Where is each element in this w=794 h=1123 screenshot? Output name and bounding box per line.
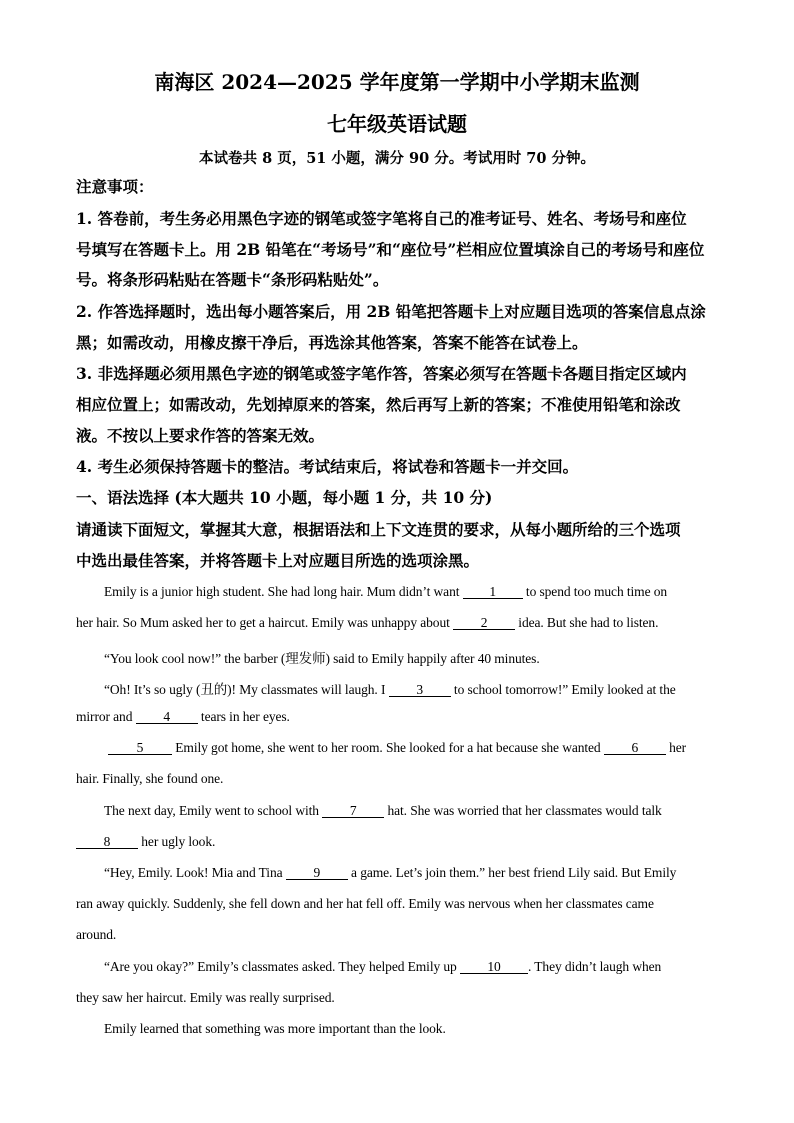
passage-text: mirror and (76, 709, 136, 724)
passage-text: Emily got home, she went to her room. She looked for a hat because she wanted (172, 740, 604, 755)
passage-text: tears in her eyes. (197, 709, 290, 724)
passage-text: a game. Let’s join them.” her best friend Lily said. But Emily (347, 865, 677, 880)
passage-text: “Oh! It’s so ugly (丑的)! My classmates will laugh. I (104, 682, 389, 697)
passage-line (104, 959, 754, 975)
notice-line: 液。不按以上要求作答的答案无效。 (76, 426, 325, 445)
passage-text: Emily is a junior high student. She had long hair. Mum didn’t want (104, 584, 463, 599)
passage-text: to school tomorrow!” Emily looked at the (450, 682, 676, 697)
passage-line (108, 740, 758, 756)
passage-text: “Are you okay?” Emily’s classmates asked. They helped Emily up (104, 959, 460, 974)
passage-line: hair. Finally, she found one. (76, 771, 224, 786)
blank-10: 10 (460, 960, 528, 974)
passage-text: “Hey, Emily. Look! Mia and Tina (104, 865, 286, 880)
blank-6: 6 (604, 741, 666, 755)
passage-text: her hair. So Mum asked her to get a haircut. Emily was unhappy about (76, 615, 454, 630)
exam-subject-title: 七年级英语试题 (327, 112, 467, 136)
notice-line: 黑；如需改动，用橡皮擦干净后，再选涂其他答案，答案不能答在试卷上。 (76, 333, 588, 352)
passage-text: idea. But she had to listen. (515, 615, 659, 630)
blank-8: 8 (76, 835, 138, 849)
notice-line: 4. 考生必须保持答题卡的整洁。考试结束后，将试卷和答题卡一并交回。 (76, 457, 579, 476)
passage-line: “You look cool now!” the barber (理发师) said to Emily happily after 40 minutes. (104, 651, 540, 666)
notice-heading: 注意事项： (76, 177, 154, 196)
passage-text: hat. She was worried that her classmates would talk (384, 803, 662, 818)
passage-line: ran away quickly. Suddenly, she fell down and her hat fell off. Emily was nervous when her classmates came (76, 896, 654, 911)
section-instruction: 请通读下面短文，掌握其大意，根据语法和上下文连贯的要求，从每小题所给的三个选项 (76, 520, 681, 539)
blank-5: 5 (108, 741, 172, 755)
passage-line (104, 584, 754, 600)
blank-4: 4 (136, 710, 198, 724)
blank-2: 2 (453, 616, 515, 630)
section-heading: 一、语法选择 (本大题共 10 小题，每小题 1 分，共 10 分) (76, 488, 493, 507)
passage-line (76, 834, 726, 850)
passage-line (76, 709, 726, 725)
exam-title: 南海区 2024—2025 学年度第一学期中小学期末监测 (154, 70, 640, 94)
notice-line: 号。将条形码粘贴在答题卡“条形码粘贴处”。 (76, 270, 389, 289)
passage-text: to spend too much time on (522, 584, 668, 599)
passage-line (104, 803, 754, 819)
notice-line: 号填写在答题卡上。用 2B 铅笔在“考场号”和“座位号”栏相应位置填涂自己的考场号和座位 (76, 240, 705, 259)
notice-line: 2. 作答选择题时，选出每小题答案后，用 2B 铅笔把答题卡上对应题目选项的答案信息点涂 (76, 302, 706, 321)
notice-line: 3. 非选择题必须用黑色字迹的钢笔或签字笔作答，答案必须写在答题卡各题目指定区域内 (76, 364, 687, 383)
passage-text: her ugly look. (138, 834, 216, 849)
passage-line (104, 865, 754, 881)
notice-line: 1. 答卷前，考生务必用黑色字迹的钢笔或签字笔将自己的准考证号、姓名、考场号和座位 (76, 209, 687, 228)
blank-1: 1 (463, 585, 523, 599)
passage-line: they saw her haircut. Emily was really surprised. (76, 990, 335, 1005)
passage-text: her (665, 740, 687, 755)
blank-9: 9 (286, 866, 348, 880)
blank-3: 3 (389, 683, 451, 697)
passage-line (76, 615, 726, 631)
blank-7: 7 (322, 804, 384, 818)
passage-line (104, 678, 754, 698)
passage-text: The next day, Emily went to school with (104, 803, 323, 818)
notice-line: 相应位置上；如需改动，先划掉原来的答案，然后再写上新的答案；不准使用铅笔和涂改 (76, 395, 681, 414)
passage-line: around. (76, 927, 117, 942)
passage-text: . They didn’t laugh when (527, 959, 662, 974)
section-instruction: 中选出最佳答案，并将答题卡上对应题目所选的选项涂黑。 (76, 551, 480, 570)
passage-line: Emily learned that something was more important than the look. (104, 1021, 446, 1036)
exam-info: 本试卷共 8 页，51 小题，满分 90 分。考试用时 70 分钟。 (199, 150, 595, 167)
